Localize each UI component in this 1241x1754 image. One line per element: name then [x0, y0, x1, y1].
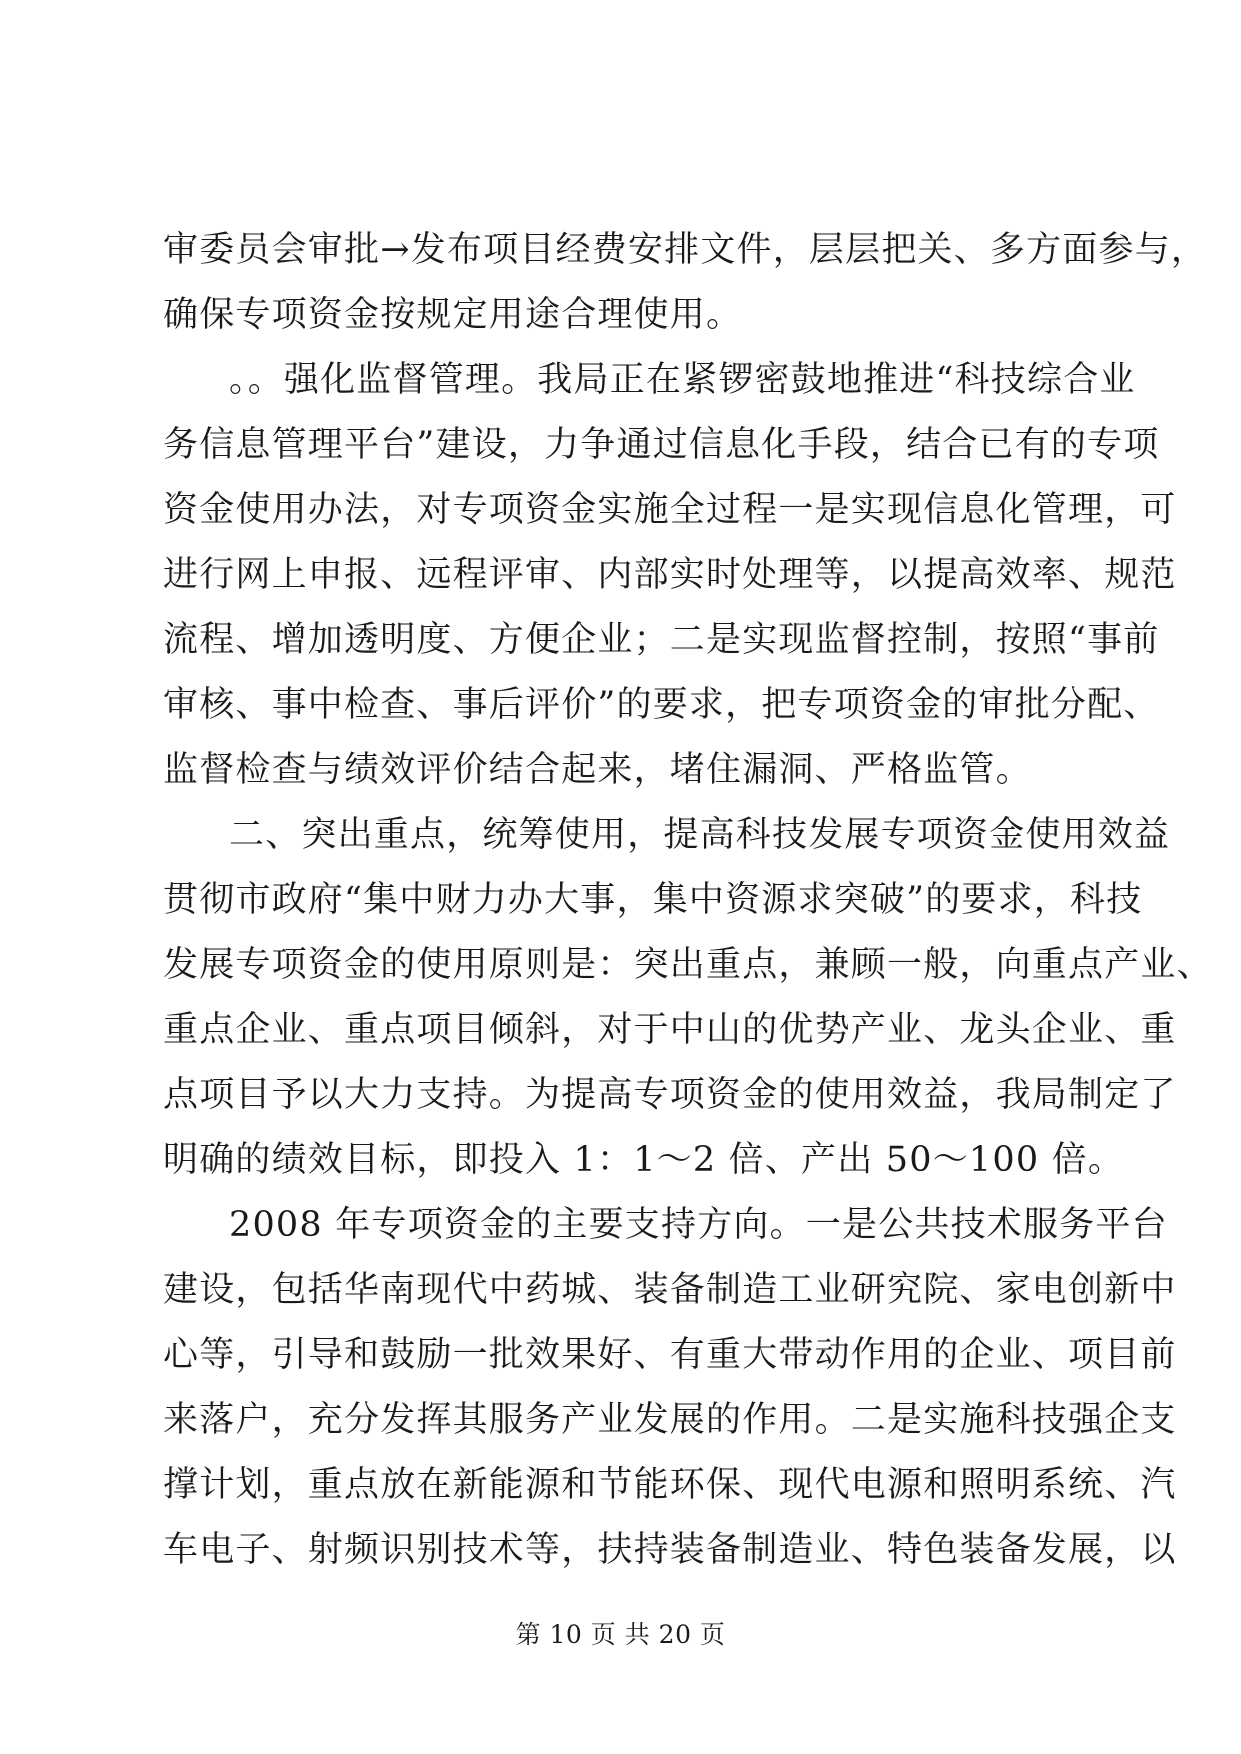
text-line: 明确的绩效目标，即投入 1：1～2 倍、产出 50～100 倍。 — [163, 1140, 1125, 1180]
paragraph-key-focus — [163, 803, 1213, 1193]
text-line: 二、突出重点，统筹使用，提高科技发展专项资金使用效益 — [229, 815, 1171, 855]
text-line: 确保专项资金按规定用途合理使用。 — [163, 295, 743, 335]
document-body — [163, 218, 1213, 1583]
text-line: 发展专项资金的使用原则是：突出重点，兼顾一般，向重点产业、 — [163, 945, 1213, 985]
text-line: 来落户，充分发挥其服务产业发展的作用。二是实施科技强企支 — [163, 1400, 1177, 1440]
text-line: 2008 年专项资金的主要支持方向。一是公共技术服务平台 — [229, 1205, 1168, 1245]
text-line: 务信息管理平台”建设，力争通过信息化手段，结合已有的专项 — [163, 425, 1160, 465]
text-line: 审核、事中检查、事后评价”的要求，把专项资金的审批分配、 — [163, 685, 1160, 725]
text-line: 。。强化监督管理。我局正在紧锣密鼓地推进“科技综合业 — [229, 360, 1136, 400]
text-line: 流程、增加透明度、方便企业；二是实现监督控制，按照“事前 — [163, 620, 1160, 660]
text-line: 监督检查与绩效评价结合起来，堵住漏洞、严格监管。 — [163, 750, 1032, 790]
text-line: 车电子、射频识别技术等，扶持装备制造业、特色装备发展，以 — [163, 1530, 1177, 1570]
text-line: 进行网上申报、远程评审、内部实时处理等，以提高效率、规范 — [163, 555, 1177, 595]
text-line: 贯彻市政府“集中财力办大事，集中资源求突破”的要求，科技 — [163, 880, 1143, 920]
text-line: 建设，包括华南现代中药城、装备制造工业研究院、家电创新中 — [163, 1270, 1177, 1310]
paragraph-supervision — [163, 348, 1177, 803]
text-line: 心等，引导和鼓励一批效果好、有重大带动作用的企业、项目前 — [163, 1335, 1177, 1375]
text-line: 审委员会审批→发布项目经费安排文件，层层把关、多方面参与， — [163, 230, 1208, 270]
paragraph-approval-process — [163, 218, 1208, 348]
page-number-footer: 第 10 页 共 20 页 — [515, 1620, 726, 1649]
text-line: 点项目予以大力支持。为提高专项资金的使用效益，我局制定了 — [163, 1075, 1177, 1115]
paragraph-2008-direction — [163, 1193, 1177, 1583]
text-line: 撑计划，重点放在新能源和节能环保、现代电源和照明系统、汽 — [163, 1465, 1177, 1505]
text-line: 重点企业、重点项目倾斜，对于中山的优势产业、龙头企业、重 — [163, 1010, 1177, 1050]
text-line: 资金使用办法，对专项资金实施全过程一是实现信息化管理，可 — [163, 490, 1177, 530]
